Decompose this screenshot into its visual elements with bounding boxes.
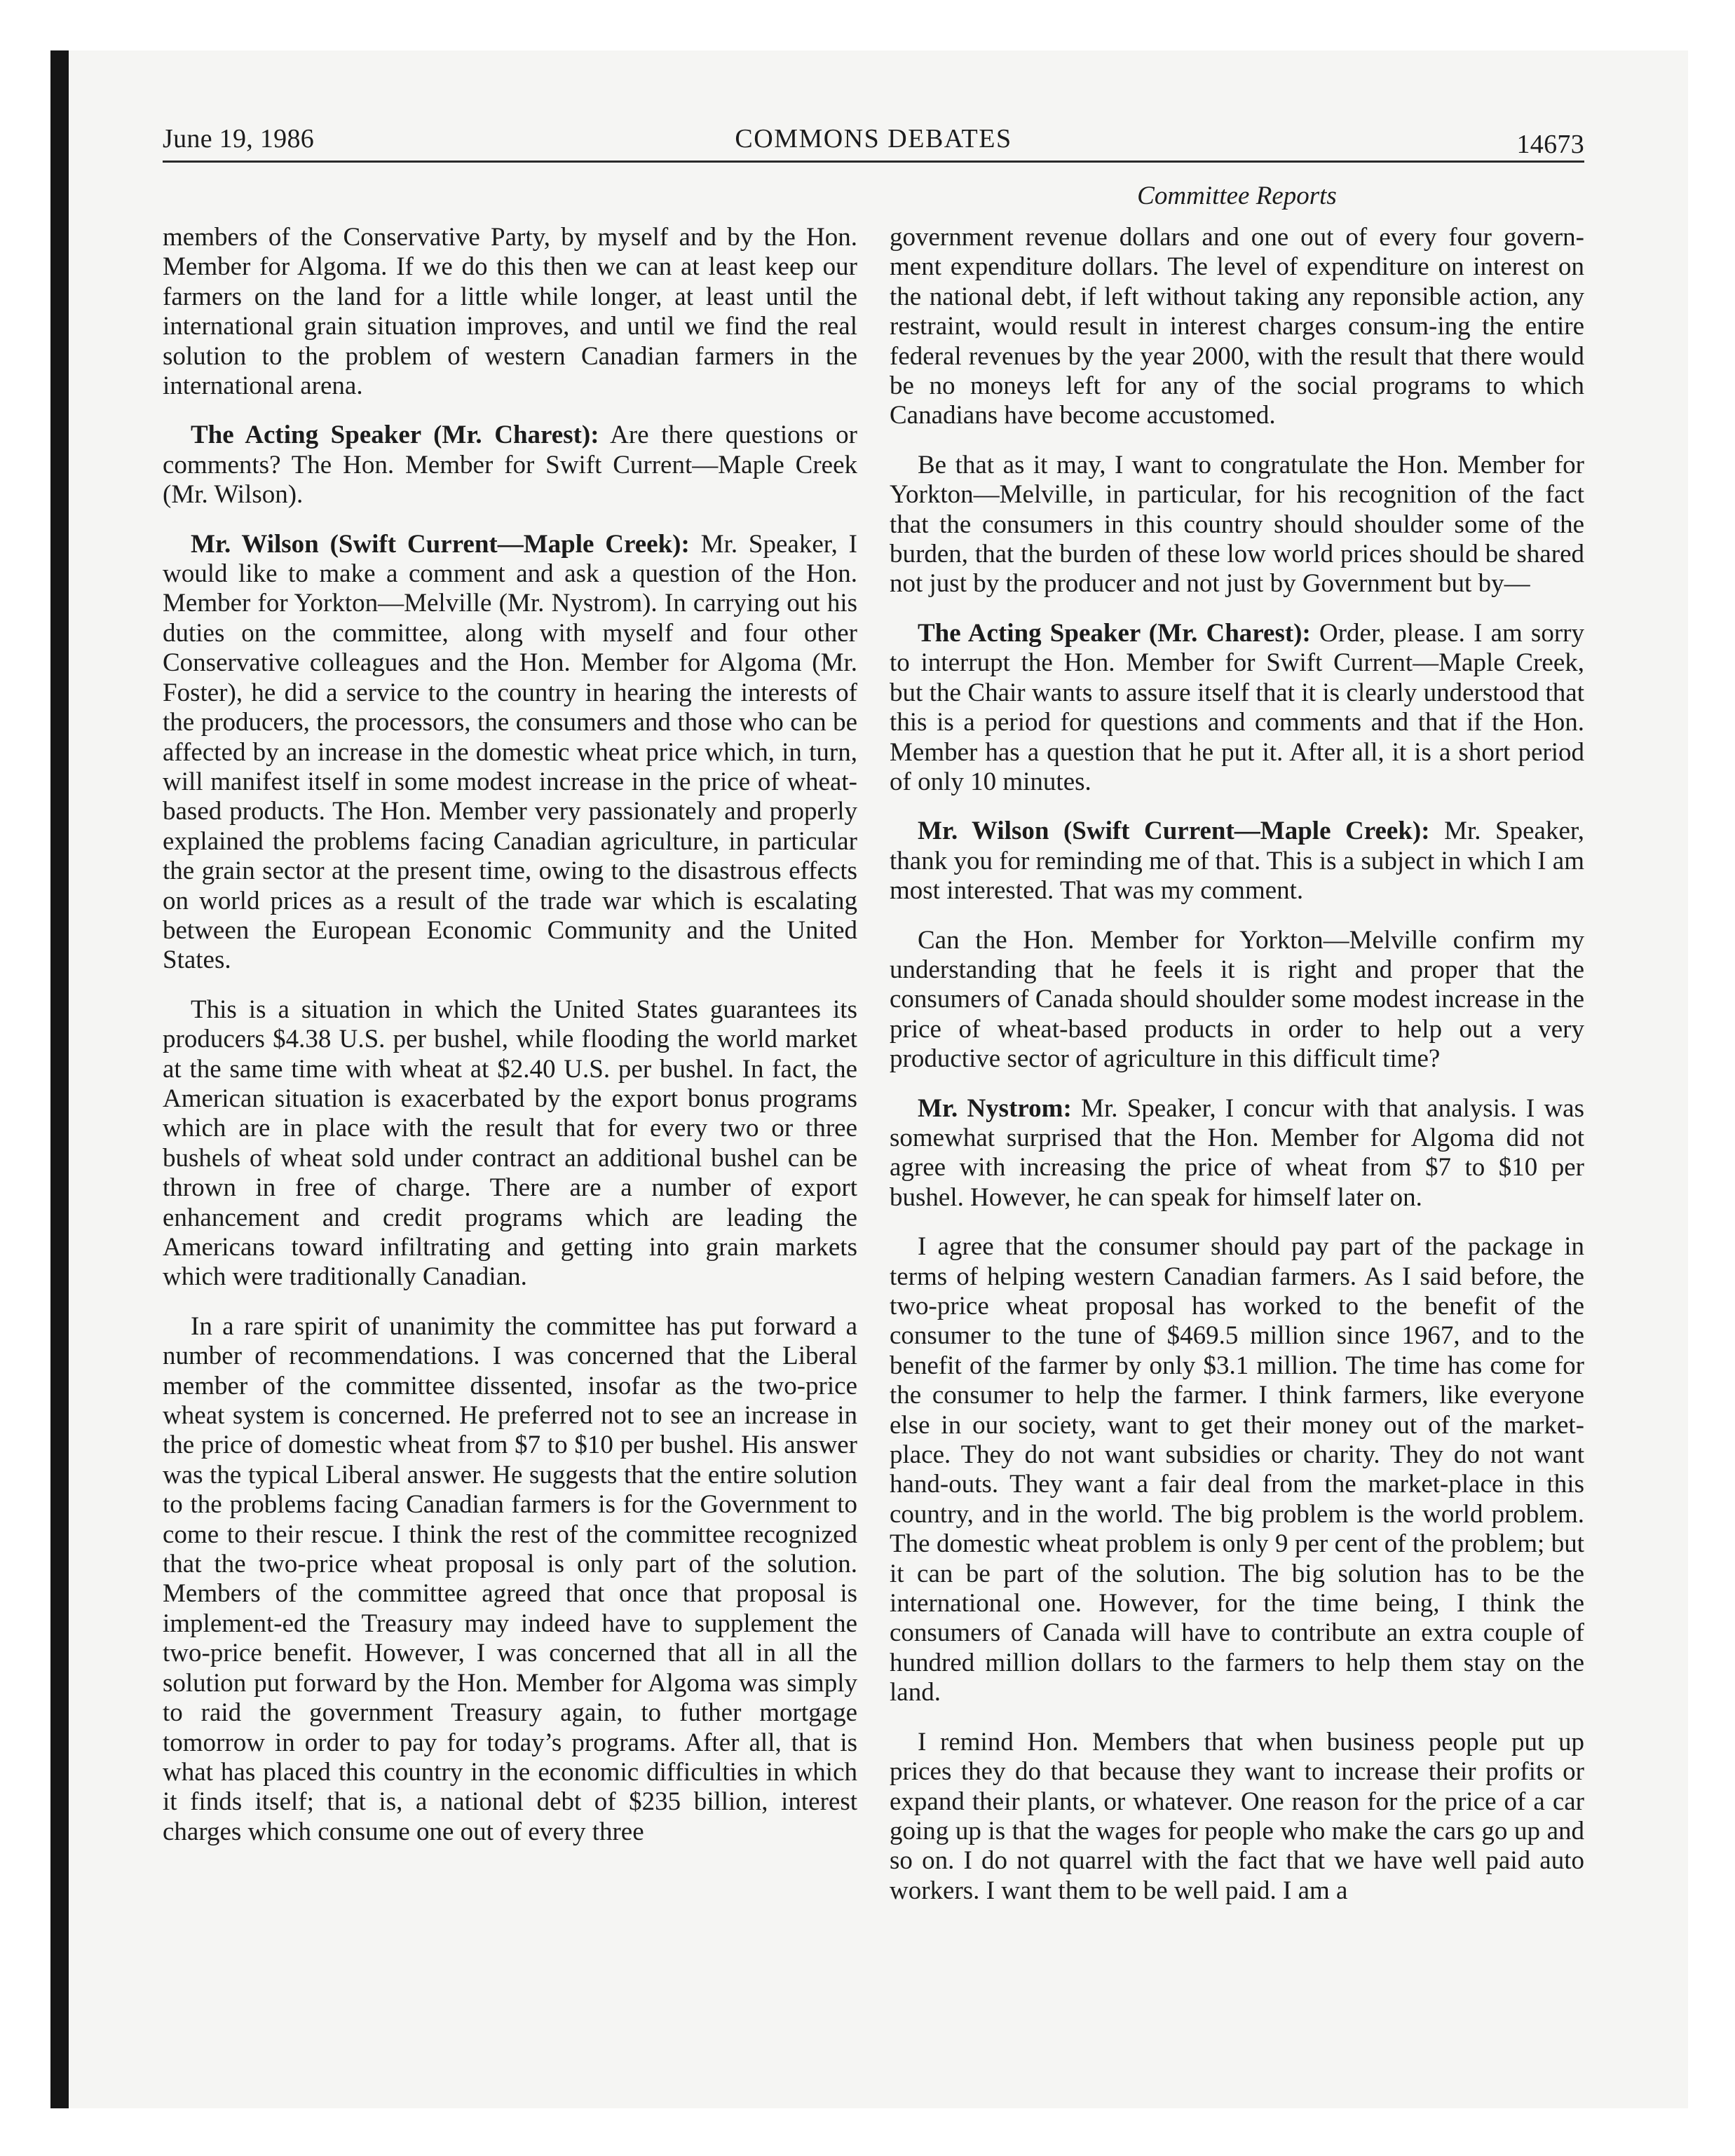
- header-publication-title: COMMONS DEBATES: [735, 124, 1012, 153]
- header-page-number: 14673: [1516, 130, 1584, 159]
- speaker-name: The Acting Speaker (Mr. Charest):: [191, 421, 599, 450]
- paragraph: Be that as it may, I want to congratulate the Hon. Member for Yorkton—Melville, in particular, for his recognition of the fact that the consumers in this country should shoulder some of the burden, that the burden of these low world prices should be shared not just by the producer and not just by Government but by—: [890, 450, 1584, 599]
- header-rule: [163, 161, 1584, 163]
- paragraph: The Acting Speaker (Mr. Charest): Are there questions or comments? The Hon. Member for Swift Current—Maple Creek (Mr. Wilson).: [163, 421, 857, 510]
- paragraph: Mr. Nystrom: Mr. Speaker, I concur with that analysis. I was somewhat surprised that the Hon. Member for Algoma did not agree with increasing the price of wheat from $7 to $10 per bushel. However, he can speak for himself later on.: [890, 1093, 1584, 1212]
- paragraph: The Acting Speaker (Mr. Charest): Order, please. I am sorry to interrupt the Hon. Member for Swift Current—Maple Creek, but the Chair wants to assure itself that it is clearly understood that this is a period for questions and comments and that if the Hon. Member has a question that he put it. After all, it is a short period of only 10 minutes.: [890, 618, 1584, 796]
- section-label: Committee Reports: [1137, 182, 1337, 210]
- page-header: [163, 123, 1584, 161]
- paragraph: Can the Hon. Member for Yorkton—Melville confirm my understanding that he feels it is right and proper that the consumers of Canada should shoulder some modest increase in the price of wheat-based products in order to help out a very productive sector of agriculture in this difficult time?: [890, 925, 1584, 1074]
- paragraph: This is a situation in which the United States guarantees its producers $4.38 U.S. per bushel, while flooding the world market at the same time with wheat at $2.40 U.S. per bushel. In fact, the American situation is exacerbated by the export bonus programs which are in place with the result that for every two or three bushels of wheat sold under contract an additional bushel can be thrown in free of charge. There are a number of export enhancement and credit programs which are leading the Americans toward infiltrating and getting into grain markets which were traditionally Canadian.: [163, 995, 857, 1292]
- scan-edge-shadow: [50, 50, 69, 2108]
- paragraph: In a rare spirit of unanimity the committee has put forward a number of recommendations. I was concerned that the Liberal member of the committee dissented, insofar as the two-price wheat system is concerned. He preferred not to see an increase in the price of domestic wheat from $7 to $10 per bushel. His answer was the typical Liberal answer. He suggests that the entire solution to the problems facing Canadian farmers is for the Government to come to their rescue. I think the rest of the committee recognized that the two-price wheat proposal is only part of the solution. Members of the committee agreed that once that proposal is implement-ed the Treasury may indeed have to supplement the two-price benefit. However, I was concerned that all in all the solution put forward by the Hon. Member for Algoma was simply to raid the government Treasury again, to futher mortgage tomorrow in order to pay for today’s programs. After all, that is what has placed this country in the economic difficulties in which it finds itself; that is, a national debt of $235 billion, interest charges which consume one out of every three: [163, 1311, 857, 1846]
- speaker-name: Mr. Wilson (Swift Current—Maple Creek):: [918, 817, 1430, 846]
- speaker-name: Mr. Nystrom:: [918, 1093, 1072, 1123]
- right-column: [890, 223, 1584, 1906]
- paragraph: Mr. Wilson (Swift Current—Maple Creek): Mr. Speaker, I would like to make a comment and ask a question of the Hon. Member for Yorkton—Melville (Mr. Nystrom). In carrying out his duties on the committee, along with myself and four other Conservative colleagues and the Hon. Member for Algoma (Mr. Foster), he did a service to the country in hearing the interests of the producers, the processors, the consumers and those who can be affected by an increase in the domestic wheat price which, in turn, will manifest itself in some modest increase in the price of wheat-based products. The Hon. Member very passionately and properly explained the problems facing Canadian agriculture, in particular the grain sector at the present time, owing to the disastrous effects on world prices as a result of the trade war which is escalating between the European Economic Community and the United States.: [163, 529, 857, 975]
- paragraph: government revenue dollars and one out of every four govern-ment expenditure dollars. The level of expenditure on interest on the national debt, if left without taking any reponsible action, any restraint, would result in interest charges consum-ing the entire federal revenues by the year 2000, with the result that there would be no moneys left for any of the social programs to which Canadians have become accustomed.: [890, 223, 1584, 430]
- speaker-name: Mr. Wilson (Swift Current—Maple Creek):: [191, 529, 690, 559]
- left-column: [163, 223, 857, 1847]
- header-date: June 19, 1986: [163, 124, 315, 153]
- paragraph: I remind Hon. Members that when business people put up prices they do that because they want to increase their profits or expand their plants, or whatever. One reason for the price of a car going up is that the wages for people who make the cars go up and so on. I do not quarrel with the fact that we have well paid auto workers. I want them to be well paid. I am a: [890, 1727, 1584, 1905]
- paragraph: I agree that the consumer should pay part of the package in terms of helping western Canadian farmers. As I said before, the two-price wheat proposal has worked to the benefit of the consumer to the tune of $469.5 million since 1967, and to the benefit of the farmer by only $3.1 million. The time has come for the consumer to help the farmer. I think farmers, like everyone else in our society, want to get their money out of the market-place. They do not want subsidies or charity. They do not want hand-outs. They want a fair deal from the market-place in this country, and in the world. The big problem is the world problem. The domestic wheat problem is only 9 per cent of the problem; but it can be part of the solution. The big solution has to be the international one. However, for the time being, I think the consumers of Canada will have to contribute an extra couple of hundred million dollars to the farmers to help them stay on the land.: [890, 1232, 1584, 1707]
- paragraph: members of the Conservative Party, by myself and by the Hon. Member for Algoma. If we do this then we can at least keep our farmers on the land for a little while longer, at least until the international grain situation improves, and until we find the real solution to the problem of western Canadian farmers in the international arena.: [163, 223, 857, 401]
- speaker-name: The Acting Speaker (Mr. Charest):: [918, 618, 1311, 648]
- paragraph: Mr. Wilson (Swift Current—Maple Creek): Mr. Speaker, thank you for reminding me of that. This is a subject in which I am most interested. That was my comment.: [890, 817, 1584, 906]
